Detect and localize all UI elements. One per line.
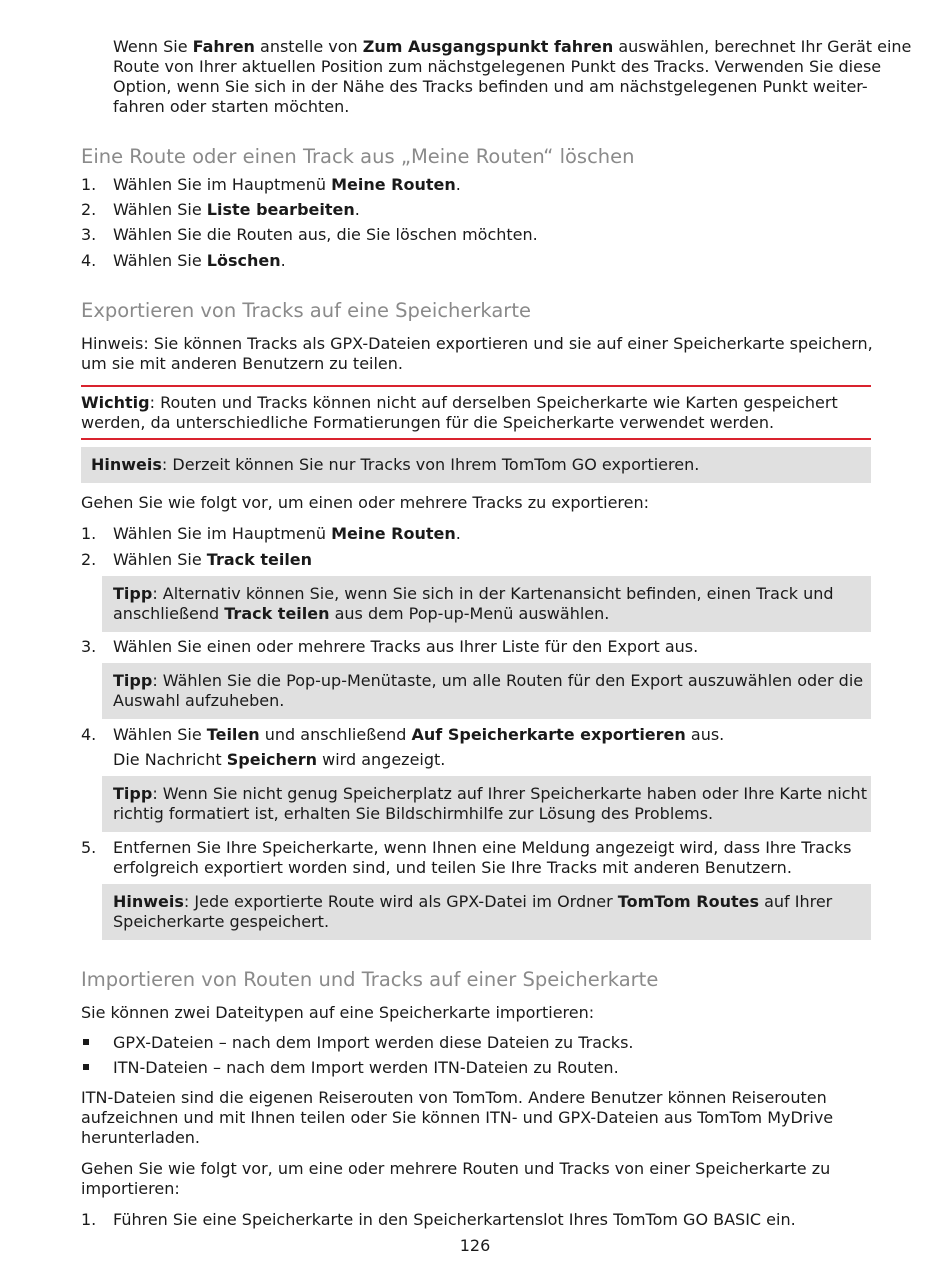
important-top-rule bbox=[81, 385, 871, 387]
tip3-line-2 bbox=[113, 804, 713, 824]
intro-line-1 bbox=[113, 37, 911, 57]
text-run: aus. bbox=[685, 725, 725, 744]
important-bottom-rule bbox=[81, 438, 871, 440]
step-number: 4. bbox=[81, 251, 97, 270]
important-line-1 bbox=[81, 393, 838, 413]
text-run: auswählen, berechnet Ihr Gerät eine bbox=[613, 37, 912, 56]
import-para1-line-2 bbox=[81, 1108, 833, 1128]
bold-text: TomTom Routes bbox=[617, 892, 759, 911]
step-number: 5. bbox=[81, 838, 97, 857]
delete-step-3 bbox=[113, 225, 538, 245]
intro-line-2 bbox=[113, 57, 881, 77]
export-step-2 bbox=[113, 550, 312, 570]
bold-text: Löschen bbox=[206, 251, 281, 270]
export-step-3 bbox=[113, 637, 698, 657]
text-run: und anschließend bbox=[259, 725, 412, 744]
text-run: Entfernen Sie Ihre Speicherkarte, wenn Ihnen eine Meldung angezeigt wird, dass Ihre Tracks bbox=[113, 838, 852, 857]
text-run: Wählen Sie einen oder mehrere Tracks aus Ihrer Liste für den Export aus. bbox=[113, 637, 699, 656]
intro-line-3 bbox=[113, 77, 868, 97]
text-run: Gehen Sie wie folgt vor, um eine oder mehrere Routen und Tracks von einer Speicherkarte zu bbox=[81, 1159, 831, 1178]
export-step-4 bbox=[113, 725, 724, 745]
text-run: richtig formatiert ist, erhalten Sie Bildschirmhilfe zur Lösung des Problems. bbox=[113, 804, 714, 823]
bold-text: Track teilen bbox=[206, 550, 313, 569]
hint-box-text bbox=[91, 455, 699, 475]
tip2-line-2 bbox=[113, 691, 284, 711]
text-run: Wenn Sie bbox=[113, 37, 193, 56]
heading-delete-route: Eine Route oder einen Track aus „Meine Routen“ löschen bbox=[81, 145, 635, 168]
important-line-2 bbox=[81, 413, 774, 433]
text-run: Gehen Sie wie folgt vor, um einen oder mehrere Tracks zu exportieren: bbox=[81, 493, 650, 512]
delete-step-1 bbox=[113, 175, 461, 195]
tip1-line-2 bbox=[113, 604, 609, 624]
text-run: aufzeichnen und mit Ihnen teilen oder Sie können ITN- und GPX-Dateien aus TomTom MyDrive bbox=[81, 1108, 834, 1127]
bullet-icon bbox=[83, 1064, 89, 1070]
step-number: 2. bbox=[81, 200, 97, 219]
step-number: 1. bbox=[81, 524, 97, 543]
import-bullet-itn bbox=[113, 1058, 619, 1078]
step-number: 4. bbox=[81, 725, 97, 744]
bold-text: Tipp bbox=[113, 671, 153, 690]
bullet-icon bbox=[83, 1039, 89, 1045]
text-run: wird angezeigt. bbox=[317, 750, 446, 769]
text-run: werden, da unterschiedliche Formatierungen für die Speicherkarte verwendet werden. bbox=[81, 413, 775, 432]
text-run: Wählen Sie bbox=[113, 725, 207, 744]
bold-text: Tipp bbox=[113, 784, 153, 803]
bold-text: Liste bearbeiten bbox=[206, 200, 355, 219]
text-run: : Alternativ können Sie, wenn Sie sich in der Kartenansicht befinden, einen Track und bbox=[152, 584, 834, 603]
export-intro bbox=[81, 493, 649, 513]
bold-text: Speichern bbox=[226, 750, 318, 769]
hint2-line-2 bbox=[113, 912, 329, 932]
text-run: Wählen Sie im Hauptmenü bbox=[113, 524, 332, 543]
export-step-5-line-1 bbox=[113, 838, 851, 858]
bold-text: Zum Ausgangspunkt fahren bbox=[362, 37, 614, 56]
text-run: anschließend bbox=[113, 604, 225, 623]
export-step-5-line-2 bbox=[113, 858, 792, 878]
import-bullet-gpx bbox=[113, 1033, 634, 1053]
text-run: : Wählen Sie die Pop-up-Menütaste, um alle Routen für den Export auszuwählen oder die bbox=[152, 671, 864, 690]
bold-text: Hinweis bbox=[91, 455, 162, 474]
text-run: auf Ihrer bbox=[758, 892, 833, 911]
import-intro bbox=[81, 1003, 594, 1023]
export-step-4-message bbox=[113, 750, 445, 770]
text-run: um sie mit anderen Benutzern zu teilen. bbox=[81, 354, 403, 373]
import-para1-line-3 bbox=[81, 1128, 200, 1148]
text-run: Speicherkarte gespeichert. bbox=[113, 912, 330, 931]
bold-text: Meine Routen bbox=[331, 175, 456, 194]
tip3-line-1 bbox=[113, 784, 867, 804]
export-step-1 bbox=[113, 524, 461, 544]
import-step-1 bbox=[113, 1210, 796, 1230]
text-run: importieren: bbox=[81, 1179, 180, 1198]
text-run: : Routen und Tracks können nicht auf derselben Speicherkarte wie Karten gespeichert bbox=[149, 393, 838, 412]
bold-text: Auf Speicherkarte exportieren bbox=[411, 725, 686, 744]
bold-text: Tipp bbox=[113, 584, 153, 603]
text-run: Wählen Sie im Hauptmenü bbox=[113, 175, 332, 194]
text-run: : Jede exportierte Route wird als GPX-Datei im Ordner bbox=[183, 892, 618, 911]
text-run: Wählen Sie bbox=[113, 251, 207, 270]
text-run: . bbox=[280, 251, 286, 270]
delete-step-2 bbox=[113, 200, 360, 220]
bold-text: Teilen bbox=[206, 725, 260, 744]
text-run: Wählen Sie bbox=[113, 200, 207, 219]
intro-line-4 bbox=[113, 97, 349, 117]
delete-step-4 bbox=[113, 251, 286, 271]
step-number: 1. bbox=[81, 1210, 97, 1229]
text-run: Auswahl aufzuheben. bbox=[113, 691, 285, 710]
text-run: : Wenn Sie nicht genug Speicherplatz auf Ihrer Speicherkarte haben oder Ihre Karte nicht bbox=[152, 784, 867, 803]
bold-text: Hinweis bbox=[113, 892, 184, 911]
bold-text: Wichtig bbox=[81, 393, 150, 412]
tip1-line-1 bbox=[113, 584, 834, 604]
text-run: . bbox=[354, 200, 360, 219]
export-note-line-2 bbox=[81, 354, 403, 374]
text-run: . bbox=[455, 175, 461, 194]
text-run: . bbox=[455, 524, 461, 543]
step-number: 3. bbox=[81, 637, 97, 656]
text-run: : Derzeit können Sie nur Tracks von Ihrem TomTom GO exportieren. bbox=[161, 455, 700, 474]
bold-text: Meine Routen bbox=[331, 524, 456, 543]
text-run: Sie können zwei Dateitypen auf eine Speicherkarte importieren: bbox=[81, 1003, 595, 1022]
step-number: 2. bbox=[81, 550, 97, 569]
step-number: 3. bbox=[81, 225, 97, 244]
text-run: GPX-Dateien – nach dem Import werden diese Dateien zu Tracks. bbox=[113, 1033, 634, 1052]
import-para2-line-1 bbox=[81, 1159, 830, 1179]
tip2-line-1 bbox=[113, 671, 863, 691]
text-run: Wählen Sie bbox=[113, 550, 207, 569]
text-run: Wählen Sie die Routen aus, die Sie löschen möchten. bbox=[113, 225, 538, 244]
hint2-line-1 bbox=[113, 892, 832, 912]
text-run: anstelle von bbox=[254, 37, 363, 56]
text-run: Führen Sie eine Speicherkarte in den Speicherkartenslot Ihres TomTom GO BASIC ein. bbox=[113, 1210, 796, 1229]
text-run: Option, wenn Sie sich in der Nähe des Tracks befinden und am nächstgelegenen Punkt weiter- bbox=[113, 77, 868, 96]
text-run: Hinweis: Sie können Tracks als GPX-Dateien exportieren und sie auf einer Speicherkarte speichern, bbox=[81, 334, 873, 353]
text-run: ITN-Dateien sind die eigenen Reiserouten von TomTom. Andere Benutzer können Reiserouten bbox=[81, 1088, 827, 1107]
text-run: Die Nachricht bbox=[113, 750, 227, 769]
page-number: 126 bbox=[459, 1236, 491, 1255]
step-number: 1. bbox=[81, 175, 97, 194]
text-run: fahren oder starten möchten. bbox=[113, 97, 350, 116]
text-run: herunterladen. bbox=[81, 1128, 201, 1147]
text-run: erfolgreich exportiert worden sind, und teilen Sie Ihre Tracks mit anderen Benutzern. bbox=[113, 858, 792, 877]
import-para1-line-1 bbox=[81, 1088, 827, 1108]
bold-text: Track teilen bbox=[224, 604, 330, 623]
text-run: aus dem Pop-up-Menü auswählen. bbox=[329, 604, 610, 623]
heading-import-routes: Importieren von Routen und Tracks auf einer Speicherkarte bbox=[81, 968, 659, 991]
text-run: ITN-Dateien – nach dem Import werden ITN-Dateien zu Routen. bbox=[113, 1058, 619, 1077]
bold-text: Fahren bbox=[192, 37, 255, 56]
export-note-line-1 bbox=[81, 334, 873, 354]
import-para2-line-2 bbox=[81, 1179, 180, 1199]
text-run: Route von Ihrer aktuellen Position zum nächstgelegenen Punkt des Tracks. Verwenden Sie diese bbox=[113, 57, 882, 76]
heading-export-tracks: Exportieren von Tracks auf eine Speicherkarte bbox=[81, 299, 531, 322]
